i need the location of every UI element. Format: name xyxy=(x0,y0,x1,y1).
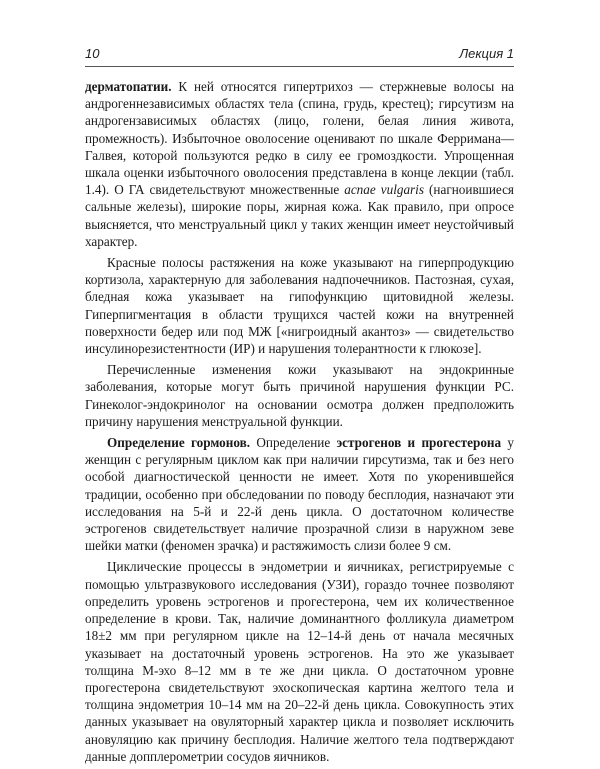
body-text xyxy=(85,78,514,769)
paragraph-4-text-b: у женщин с регулярным циклом как при наличии гирсутизма, так и без него особой диагностической ценности не имеет. Хотя по укоренившейся традиции, особенно при обследовании по поводу бесплодия, назначают эти исследования на 5-й и 22-й день цикла. О достаточном количестве эстрогенов свидетельствует наличие прозрачной слизи в наружном зеве шейки матки (феномен зрачка) и растяжимость слизи более 9 см. xyxy=(85,435,514,554)
latin-term: acnae vulgaris xyxy=(344,182,424,198)
running-title: Лекция 1 xyxy=(459,46,514,61)
paragraph-1 xyxy=(85,78,514,250)
paragraph-1-text-b: (нагноившиеся сальные железы), широкие поры, жирная кожа. Как правило, при опросе выясняется, что менструальный цикл у таких женщин имеет неустойчивый характер. xyxy=(85,182,514,249)
page-header xyxy=(85,46,514,68)
paragraph-4 xyxy=(85,434,514,554)
paragraph-1-text-a: К ней относятся гипертрихоз — стержневые волосы на андрогеннезависимых областях тела (спина, грудь, крестец); гирсутизм на андрогензависимых областях (лицо, голени, белая линия живота, промежность). Избыточное оволосение оценивают по шкале Ферримана—Галвея, которой пользуются редко в силу ее громоздкости. Упрощенная шкала оценки избыточного оволосения представлена в конце лекции (табл. 1.4). О ГА свидетельствуют множественные xyxy=(85,79,514,198)
paragraph-5: Циклические процессы в эндометрии и яичниках, регистрируемые с помощью ультразвукового исследования (УЗИ), гораздо точнее позволяют определить уровень эстрогенов и прогестерона, чем их количественное определение в крови. Так, наличие доминантного фолликула диаметром 18±2 мм при регулярном цикле на 12–14-й день от начала месячных указывает на достаточный уровень эстрогенов. На это же указывает толщина М-эхо 8–12 мм в те же дни цикла. О достаточном уровне прогестерона свидетельствуют эхоскопическая картина желтого тела и толщина эндометрия 10–14 мм на 20–22-й день цикла. Совокупность этих данных указывает на овуляторный характер цикла и позволяет исключить ановуляцию как причину бесплодия. Наличие желтого тела подтверждают данные допплерометрии сосудов яичников. xyxy=(85,559,514,764)
section-heading-hormones: Определение гормонов. xyxy=(107,435,251,451)
paragraph-2: Красные полосы растяжения на коже указывают на гиперпродукцию кортизола, характерную для заболевания надпочечников. Пастозная, сухая, бледная кожа указывает на гипофункцию щитовидной железы. Гиперпигментация в области трущихся частей кожи на внутренней поверхности бедер или под МЖ [«нигроидный акантоз» — свидетельство инсулинорезистентности (ИР) и нарушения толерантности к глюкозе]. xyxy=(85,255,514,357)
paragraph-3: Перечисленные изменения кожи указывают на эндокринные заболевания, которые могут быть причиной нарушения функции РС. Гинеколог-эндокринолог на основании осмотра должен предположить причину нарушения менструальной функции. xyxy=(85,362,514,429)
paragraph-4-text-a: Определение xyxy=(250,435,337,451)
page-number: 10 xyxy=(85,46,100,61)
term-dermatopathy: дерматопатии. xyxy=(85,79,172,94)
header-rule xyxy=(85,66,514,67)
term-estrogens-progesterone: эстрогенов и прогестерона xyxy=(336,435,502,451)
